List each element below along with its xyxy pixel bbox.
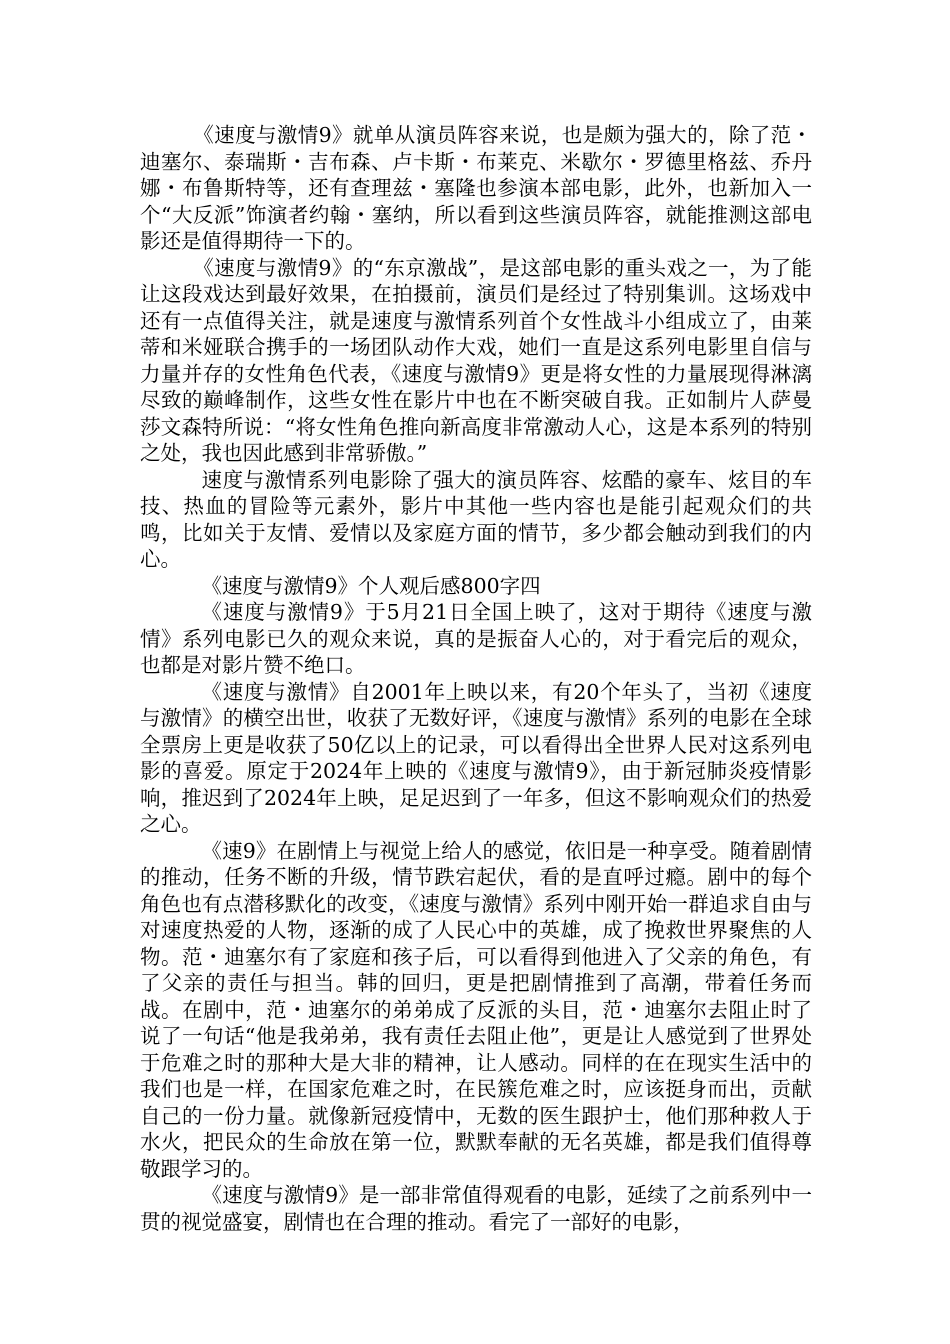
paragraph-resonance: 速度与激情系列电影除了强大的演员阵容、炫酷的豪车、炫目的车技、热血的冒险等元素外，影片中其他一些内容也是能引起观众们的共鸣，比如关于友情、爱情以及家庭方面的情节，多少都会触动到我们的内心。 xyxy=(140,467,812,571)
section-heading: 《速度与激情9》个人观后感800字四 xyxy=(201,573,541,598)
paragraph-conclusion: 《速度与激情9》是一部非常值得观看的电影，延续了之前系列中一贯的视觉盛宴，剧情也在合理的推动。看完了一部好的电影， xyxy=(140,1183,812,1234)
paragraph-tokyo-battle: 《速度与激情9》的“东京激战”，是这部电影的重头戏之一，为了能让这段戏达到最好效果，在拍摄前，演员们是经过了特别集训。这场戏中还有一点值得关注，就是速度与激情系列首个女性战斗小组成立了，由莱蒂和米娅联合携手的一场团队动作大戏，她们一直是这系列电影里自信与力量并存的女性角色代表，《速度与激情9》更是将女性的力量展现得淋漓尽致的巅峰制作，这些女性在影片中也在不断突破自我。正如制片人萨曼莎文森特所说：“将女性角色推向新高度非常激动人心，这是本系列的特别之处，我也因此感到非常骄傲。” xyxy=(140,255,812,465)
paragraph-release: 《速度与激情9》于5月21日全国上映了，这对于期待《速度与激情》系列电影已久的观众来说，真的是振奋人心的，对于看完后的观众，也都是对影片赞不绝口。 xyxy=(140,600,812,677)
document-body xyxy=(140,122,812,1235)
paragraph-history: 《速度与激情》自2001年上映以来，有20个年头了，当初《速度与激情》的横空出世，收获了无数好评，《速度与激情》系列的电影在全球全票房上更是收获了50亿以上的记录，可以看得出全世界人民对这系列电影的喜爱。原定于2024年上映的《速度与激情9》，由于新冠肺炎疫情影响，推迟到了2024年上映，足足迟到了一年多，但这不影响观众们的热爱之心。 xyxy=(140,679,812,836)
paragraph-cast: 《速度与激情9》就单从演员阵容来说，也是颇为强大的，除了范・迪塞尔、泰瑞斯・吉布森、卢卡斯・布莱克、米歇尔・罗德里格兹、乔丹娜・布鲁斯特等，还有查理兹・塞隆也参演本部电影，此外，也新加入一个“大反派”饰演者约翰・塞纳，所以看到这些演员阵容，就能推测这部电影还是值得期待一下的。 xyxy=(140,123,812,253)
paragraph-plot: 《速9》在剧情上与视觉上给人的感觉，依旧是一种享受。随着剧情的推动，任务不断的升级，情节跌宕起伏，看的是直呼过瘾。剧中的每个角色也有点潜移默化的改变，《速度与激情》系列中刚开始一群追求自由与对速度热爱的人物，逐渐的成了人民心中的英雄，成了挽救世界聚焦的人物。范・迪塞尔有了家庭和孩子后，可以看得到他进入了父亲的角色，有了父亲的责任与担当。韩的回归，更是把剧情推到了高潮，带着任务而战。在剧中，范・迪塞尔的弟弟成了反派的头目，范・迪塞尔去阻止时了说了一句话“他是我弟弟，我有责任去阻止他”，更是让人感觉到了世界处于危难之时的那种大是大非的精神，让人感动。同样的在在现实生活中的我们也是一样，在国家危难之时，在民簇危难之时，应该挺身而出，贡献自己的一份力量。就像新冠疫情中，无数的医生跟护士，他们那种救人于水火，把民众的生命放在第一位，默默奉献的无名英雄，都是我们值得尊敬跟学习的。 xyxy=(140,838,812,1181)
